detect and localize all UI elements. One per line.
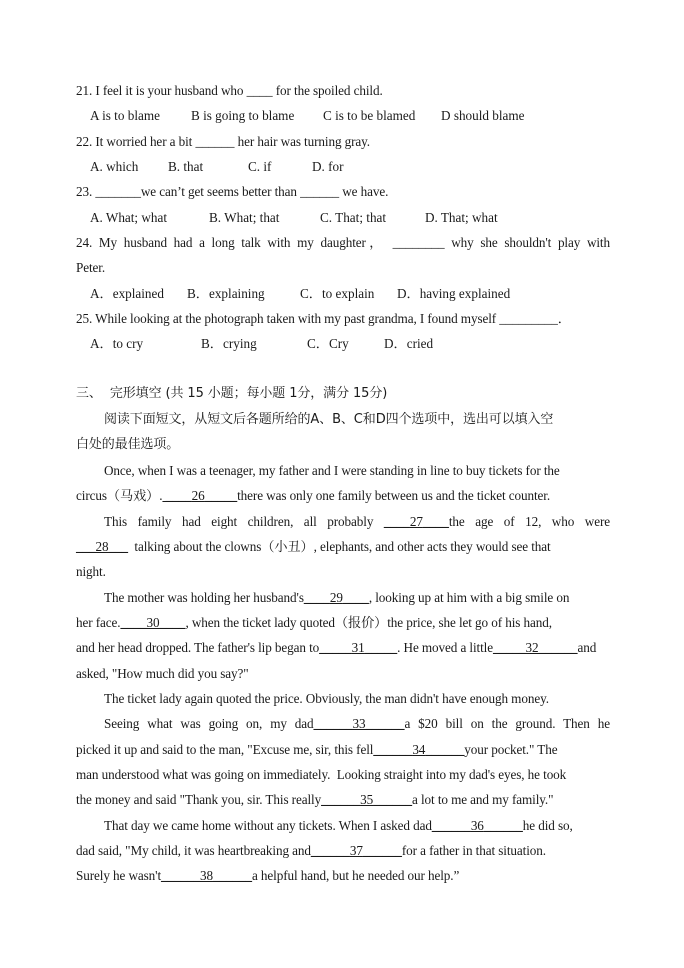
blank-38: 38 [199, 868, 213, 883]
passage-line: her face.____30____, when the ticket lady quoted（报价）the price, she let go of his hand, [76, 615, 552, 630]
blank-37: 37 [349, 843, 363, 858]
question-22-option-c: C. if [248, 159, 272, 174]
question-21-option-d: D should blame [441, 108, 525, 123]
passage-line: The ticket lady again quoted the price. Obviously, the man didn't have enough money. [104, 691, 549, 706]
question-21-option-c: C is to be blamed [323, 108, 416, 123]
question-25-option-a: A．to cry [90, 336, 144, 351]
passage-line: Surely he wasn't______38______a helpful hand, but he needed our help.” [76, 868, 460, 883]
blank-28: 28 [95, 539, 109, 554]
question-23-option-d: D. That; what [425, 210, 498, 225]
passage-line: Once, when I was a teenager, my father and I were standing in line to buy tickets for the [104, 463, 560, 478]
question-24-option-b: B．explaining [187, 286, 265, 301]
passage-line: picked it up and said to the man, "Excuse me, sir, this fell______34______your pocket." The [76, 742, 558, 757]
section-instruction-line1: 阅读下面短文，从短文后各题所给的A、B、C和D四个选项中，选出可以填入空 [104, 412, 554, 427]
section-heading: 三、 完形填空 (共 15 小题；每小题 1分，满分 15分) [76, 386, 388, 401]
question-21-option-a: A is to blame [90, 108, 160, 123]
passage-line: night. [76, 564, 106, 579]
passage-line: Seeing what was going on, my dad______33______a $20 bill on the ground. Then he [104, 716, 610, 731]
passage-line: dad said, "My child, it was heartbreaking and______37______for a father in that situation. [76, 843, 546, 858]
question-24-option-d: D．having explained [397, 286, 511, 301]
question-23-option-c: C. That; that [320, 210, 387, 225]
blank-33: 33 [352, 716, 366, 731]
blank-27: 27 [409, 514, 423, 529]
passage-line: The mother was holding her husband's____29____, looking up at him with a big smile on [104, 590, 570, 605]
question-23-option-a: A. What; what [90, 210, 168, 225]
question-25-option-d: D．cried [384, 336, 434, 351]
question-22-option-d: D. for [312, 159, 344, 174]
question-22-stem: 22. It worried her a bit ______ her hair was turning gray. [76, 134, 371, 149]
passage-line: man understood what was going on immediately. Looking straight into my dad's eyes, he took [76, 767, 567, 782]
blank-30: 30 [146, 615, 160, 630]
passage-line: ___28___ talking about the clowns（小丑）, elephants, and other acts they would see that [76, 539, 551, 554]
blank-34: 34 [412, 742, 426, 757]
passage-line: the money and said "Thank you, sir. This really______35______a lot to me and my family." [76, 792, 554, 807]
blank-29: 29 [329, 590, 343, 605]
question-24-option-a: A．explained [90, 286, 164, 301]
blank-35: 35 [360, 792, 374, 807]
question-22-option-a: A. which [90, 159, 139, 174]
question-25-option-c: C．Cry [307, 336, 349, 351]
question-22-option-b: B. that [168, 159, 204, 174]
blank-31: 31 [351, 640, 365, 655]
passage-line: circus（马戏）. ____26_____there was only one family between us and the ticket counter. [76, 488, 551, 503]
question-23-option-b: B. What; that [209, 210, 280, 225]
passage-line: asked, "How much did you say?" [76, 666, 249, 681]
question-25-stem: 25. While looking at the photograph taken with my past grandma, I found myself _________． [76, 311, 571, 326]
blank-32: 32 [525, 640, 539, 655]
question-21-option-b: B is going to blame [191, 108, 295, 123]
passage-line: That day we came home without any tickets. When I asked dad______36______he did so, [104, 818, 573, 833]
blank-36: 36 [470, 818, 484, 833]
question-21-stem: 21. I feel it is your husband who ____ for the spoiled child. [76, 83, 383, 98]
question-24-option-c: C．to explain [300, 286, 375, 301]
blank-26: 26 [191, 488, 205, 503]
question-23-stem: 23. _______we can’t get seems better than ______ we have. [76, 184, 389, 199]
passage-line: This family had eight children, all probably ____27____the age of 12, who were [104, 514, 610, 529]
question-24-stem-line1: 24. My husband had a long talk with my daughter， ________ why she shouldn't play with [76, 235, 610, 250]
question-25-option-b: B．crying [201, 336, 257, 351]
section-instruction-line2: 白处的最佳选项。 [76, 437, 180, 452]
passage-line: and her head dropped. The father's lip began to_____31_____. He moved a little_____32______and [76, 640, 597, 655]
question-24-stem-line2: Peter. [76, 260, 106, 275]
